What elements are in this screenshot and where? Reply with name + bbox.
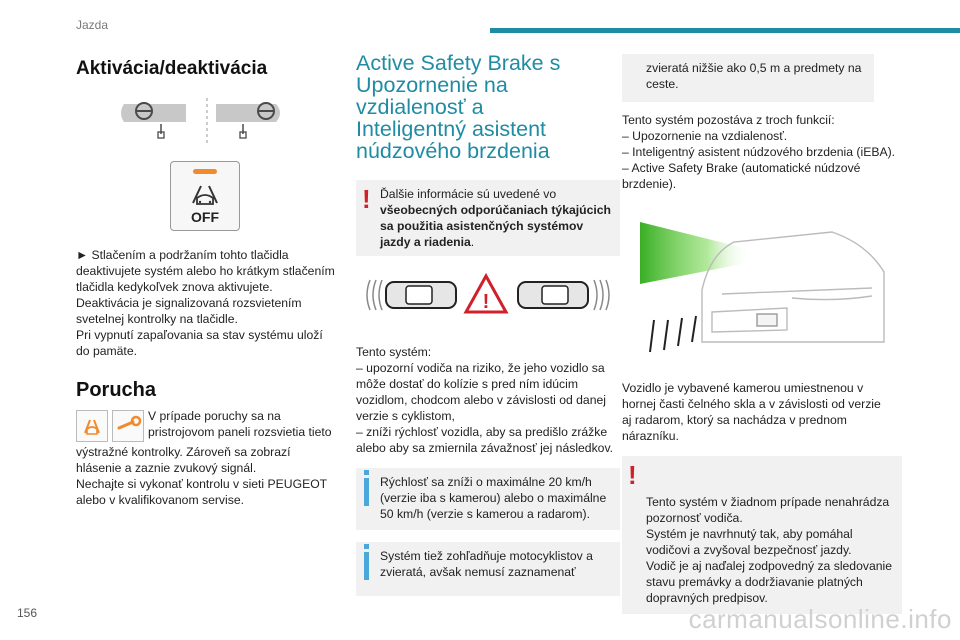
fault-first-lines: V prípade poruchy sa na pristrojovom paneli rozsvietia tieto bbox=[148, 409, 332, 439]
vehicle-sensor-illustration bbox=[622, 202, 892, 372]
info-box-tail: . bbox=[470, 235, 475, 249]
sensor-beam bbox=[640, 222, 752, 284]
column-3 bbox=[622, 52, 902, 614]
fault-intro bbox=[76, 410, 338, 444]
info-box-bold: všeobecných odporúčaniach týkajúcich sa použitia asistenčných systémov jazdy a riadenia bbox=[380, 203, 611, 249]
asb-off-button bbox=[170, 161, 240, 231]
info-box-warning bbox=[356, 180, 620, 256]
continued-note bbox=[622, 54, 874, 102]
info-note-speed bbox=[356, 468, 620, 530]
activation-heading: Aktivácia/deaktivácia bbox=[76, 58, 268, 79]
header-accent-bar bbox=[490, 28, 960, 33]
off-label: OFF bbox=[191, 209, 219, 225]
front-car-icon bbox=[518, 282, 588, 308]
car-alert-icon bbox=[77, 411, 107, 441]
activation-text: ► Stlačením a podržaním tohto tlačidla deaktivujete systém alebo ho krátkym stlačením tlačidla kedykoľvek znova aktivujete. Deaktivácia je signalizovaná rozsvietením svetelnej kontrolky na tlačidle. Pri vypnutí zapaľovania sa stav systému uloží do pamäte. bbox=[76, 248, 335, 358]
note-speed-text: Rýchlosť sa zníži o maximálne 20 km/h (verzie iba s kamerou) alebo o maximálne 50 km/h (verzie s kamerou a radarom). bbox=[380, 475, 607, 521]
svg-text:!: ! bbox=[482, 291, 490, 313]
info-icon bbox=[364, 478, 369, 506]
continued-note-text: zvieratá nižšie ako 0,5 m a predmety na ceste. bbox=[646, 61, 862, 91]
note-motorcycles-text: Systém tiež zohľadňuje motocyklistov a zvieratá, avšak nemusí zaznamenať bbox=[380, 549, 593, 579]
asb-title: Active Safety Brake s Upozornenie na vzdialenosť a Inteligentný asistent núdzového brzdenia bbox=[356, 51, 561, 163]
camera-text: Vozidlo je vybavené kamerou umiestnenou v hornej časti čelného skla a v závislosti od verzie aj radarom, ktorý sa nachádza v prednom nárazníku. bbox=[622, 381, 881, 443]
info-note-motorcycles bbox=[356, 542, 620, 596]
fault-heading: Porucha bbox=[76, 379, 157, 401]
column-1 bbox=[76, 52, 338, 508]
page-number: 156 bbox=[17, 606, 38, 620]
rear-car-icon bbox=[386, 282, 456, 308]
warning-box-text: Tento systém v žiadnom prípade nenahrádza pozornosť vodiča. Systém je navrhnutý tak, aby pomáhal vodičovi a zvyšoval bezpečnosť jazdy. Vodič je aj naďalej zodpovedný za sledovanie stavu premávky a dodržiavanie platných dopravných predpisov. bbox=[646, 495, 892, 605]
section-title: Jazda bbox=[76, 18, 109, 32]
steering-left-icon bbox=[121, 103, 186, 138]
steering-switch-illustration bbox=[76, 96, 338, 148]
service-wrench-lamp bbox=[112, 410, 144, 442]
steering-right-icon bbox=[216, 103, 280, 138]
info-icon bbox=[364, 552, 369, 580]
watermark: carmanualsonline.info bbox=[688, 604, 952, 634]
info-box-lead: Ďalšie informácie sú uvedené vo bbox=[380, 187, 557, 201]
warning-icon: ! bbox=[362, 184, 371, 214]
column-2 bbox=[356, 52, 620, 596]
warning-triangle-icon bbox=[466, 276, 506, 313]
warning-box-attention bbox=[622, 456, 902, 614]
fault-text: výstražné kontrolky. Zároveň sa zobrazí hlásenie a zaznie zvukový signál. Nechajte si vykonať kontrolu v sieti PEUGEOT alebo v kvalifikovanom servise. bbox=[76, 445, 327, 507]
collision-cars-illustration bbox=[356, 270, 620, 320]
radar-waves bbox=[650, 316, 696, 352]
functions-text: Tento systém pozostáva z troch funkcií: – Upozornenie na vzdialenosť. – Inteligentný asistent núdzového brzdenia (iEBA). – Active Safety Brake (automatické núdzové brzdenie). bbox=[622, 113, 896, 191]
wrench-icon bbox=[113, 411, 143, 441]
warning-lamp-icon bbox=[76, 410, 108, 442]
system-text: Tento systém: – upozorní vodiča na riziko, že jeho vozidlo sa môže dostať do kolízie s pred ním idúcim vozidlom, chodcom alebo v závislosti od danej verzie s cyklistom, – zníži rýchlosť vozidla, aby sa predišlo zrážke alebo aby sa zmiernila závažnosť jej následkov. bbox=[356, 345, 614, 455]
indicator-light bbox=[193, 169, 217, 174]
warning-icon: ! bbox=[628, 460, 637, 490]
collision-warning-icon bbox=[185, 178, 225, 208]
